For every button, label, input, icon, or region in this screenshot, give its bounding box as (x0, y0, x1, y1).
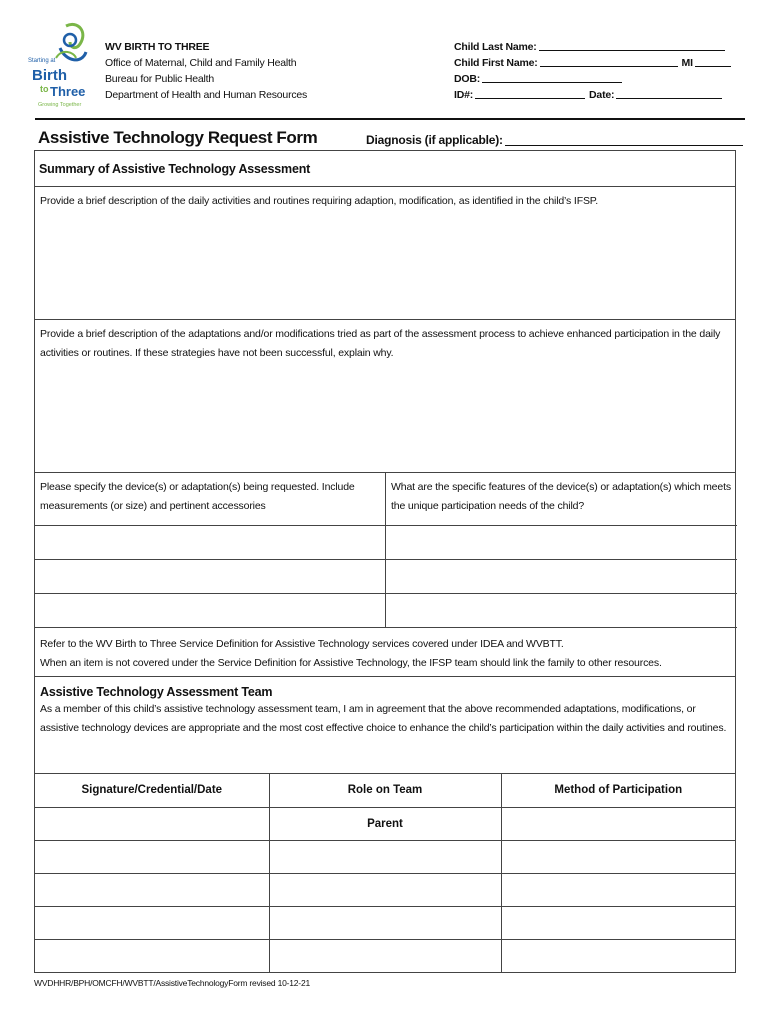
signature-cell[interactable] (35, 873, 269, 906)
svg-text:Starting at: Starting at (28, 58, 56, 64)
reference-line: When an item is not covered under the Service Definition for Assistive Technology, the IFSP team should link the family to other resources. (40, 657, 662, 669)
column-header-signature: Signature/Credential/Date (35, 774, 269, 807)
form-revision-footer: WVDHHR/BPH/OMCFH/WVBTT/AssistiveTechnologyForm revised 10-12-21 (34, 978, 310, 988)
method-cell[interactable] (501, 840, 735, 873)
signature-table (35, 774, 735, 972)
signature-table-header (35, 774, 735, 807)
agency-info (105, 39, 307, 103)
date-field[interactable] (616, 87, 722, 99)
agency-title: WV BIRTH TO THREE (105, 41, 210, 53)
method-cell[interactable] (501, 939, 735, 972)
method-cell[interactable] (501, 807, 735, 840)
child-first-name-label: Child First Name: (454, 57, 538, 69)
device-entry-cell[interactable] (35, 526, 386, 560)
device-entry-cell[interactable] (35, 560, 386, 594)
birth-to-three-logo (26, 18, 96, 112)
reference-line: Refer to the WV Birth to Three Service Definition for Assistive Technology services covered under IDEA and WVBTT. (40, 638, 564, 650)
method-cell[interactable] (501, 906, 735, 939)
signature-cell[interactable] (35, 840, 269, 873)
signature-cell[interactable] (35, 939, 269, 972)
device-entry-cell[interactable] (35, 594, 386, 628)
dob-label: DOB: (454, 73, 481, 85)
table-row (35, 840, 735, 873)
column-header-method: Method of Participation (501, 774, 735, 807)
table-row (35, 873, 735, 906)
diagnosis-row (366, 133, 743, 147)
table-row (35, 906, 735, 939)
dob-field[interactable] (482, 71, 622, 83)
role-cell[interactable] (269, 840, 501, 873)
column-header-role: Role on Team (269, 774, 501, 807)
id-label: ID#: (454, 89, 474, 101)
svg-text:Birth: Birth (32, 67, 67, 84)
agency-line: Office of Maternal, Child and Family Health (105, 57, 297, 69)
adaptations-prompt: Provide a brief description of the adaptations and/or modifications tried as part of the assessment process to achieve enhanced participation in the daily activities or routines. If these strategies have not been successful, explain why. (40, 328, 721, 359)
form-box (34, 150, 736, 973)
table-row (35, 939, 735, 972)
diagnosis-field[interactable] (505, 133, 743, 146)
form-title: Assistive Technology Request Form (38, 128, 318, 147)
feature-entry-cell[interactable] (386, 526, 737, 560)
svg-text:Growing Together: Growing Together (38, 102, 82, 108)
signature-cell[interactable] (35, 906, 269, 939)
feature-entry-cell[interactable] (386, 594, 737, 628)
diagnosis-label: Diagnosis (if applicable): (366, 133, 503, 147)
role-cell[interactable] (269, 906, 501, 939)
mi-label: MI (681, 57, 693, 69)
adaptations-area[interactable] (35, 320, 735, 473)
features-question: What are the specific features of the device(s) or adaptation(s) which meets the unique participation needs of the child? (386, 473, 737, 526)
table-row (35, 807, 735, 840)
feature-entry-cell[interactable] (386, 560, 737, 594)
mi-field[interactable] (695, 55, 731, 67)
signature-cell[interactable] (35, 807, 269, 840)
child-last-name-field[interactable] (539, 39, 725, 51)
daily-activities-prompt: Provide a brief description of the daily activities and routines requiring adaption, modification, as identified in the child’s IFSP. (40, 195, 599, 207)
method-cell[interactable] (501, 873, 735, 906)
child-first-name-field[interactable] (540, 55, 678, 67)
svg-text:to: to (40, 84, 49, 94)
child-info-block (454, 39, 731, 103)
team-heading: Assistive Technology Assessment Team (40, 685, 273, 699)
device-grid (35, 473, 735, 628)
id-field[interactable] (475, 87, 585, 99)
agency-line: Department of Health and Human Resources (105, 89, 308, 101)
team-agreement-text: As a member of this child’s assistive technology assessment team, I am in agreement that the above recommended adaptations, modifications, or assistive technology devices are appropriate and the most cost effective choice to enhance the child’s participation within the daily activities and routines. (35, 699, 735, 774)
service-definition-note (35, 628, 735, 677)
role-cell: Parent (269, 807, 501, 840)
date-label: Date: (589, 89, 615, 101)
role-cell[interactable] (269, 873, 501, 906)
agency-line: Bureau for Public Health (105, 73, 215, 85)
daily-activities-area[interactable] (35, 187, 735, 320)
child-last-name-label: Child Last Name: (454, 41, 537, 53)
summary-heading: Summary of Assistive Technology Assessment (35, 151, 735, 187)
role-cell[interactable] (269, 939, 501, 972)
svg-text:Three: Three (50, 84, 86, 99)
devices-question: Please specify the device(s) or adaptation(s) being requested. Include measurements (or size) and pertinent accessories (35, 473, 386, 526)
header-divider (35, 118, 745, 120)
